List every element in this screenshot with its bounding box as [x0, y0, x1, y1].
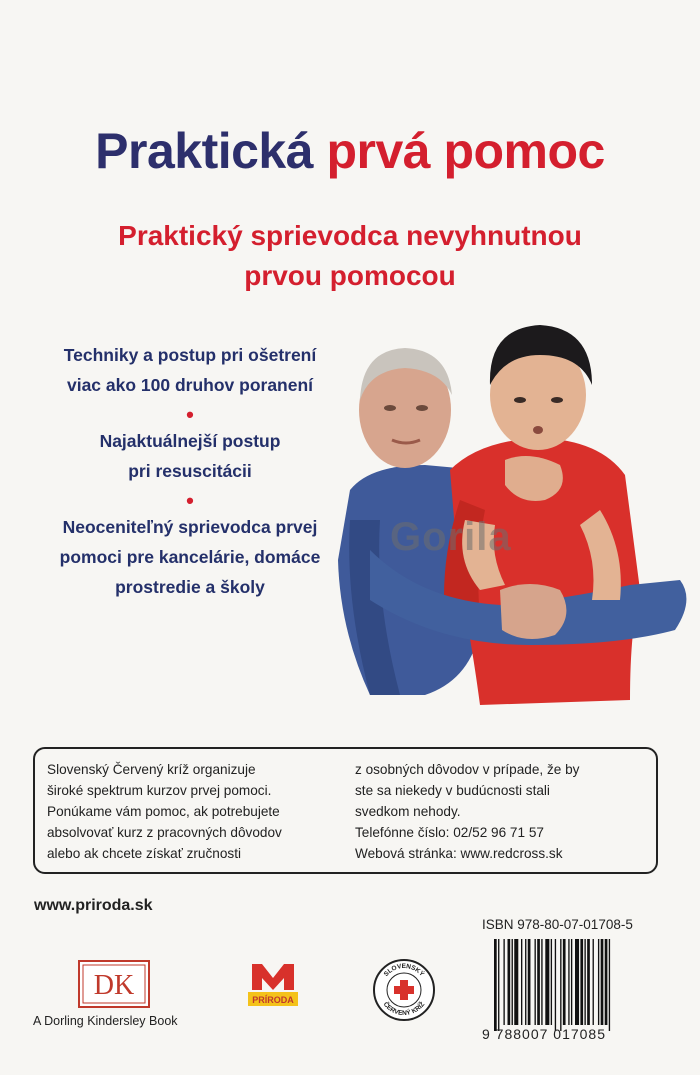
publisher-website: www.priroda.sk — [34, 897, 153, 914]
feature-list — [20, 340, 360, 602]
first-aid-photo — [330, 300, 700, 710]
svg-text:DK: DK — [93, 970, 135, 1001]
bullet-separator-icon: • — [186, 488, 194, 513]
feature-text: viac ako 100 druhov poranení — [66, 375, 314, 395]
feature-text: pomoci pre kancelárie, domáce — [59, 547, 321, 567]
subtitle-line-2: prvou pomocou — [244, 260, 456, 291]
barcode-icon — [486, 937, 666, 1037]
svg-text:ČERVENÝ KRÍŽ: ČERVENÝ KRÍŽ — [381, 1000, 427, 1018]
info-line: svedkom nehody. — [355, 804, 461, 819]
feature-text: Techniky a postup pri ošetrení — [63, 345, 317, 365]
isbn: ISBN 978-80-07-01708-5 — [482, 917, 633, 932]
info-column-left — [47, 759, 347, 864]
info-line: ste sa niekedy v budúcnosti stali — [355, 783, 550, 798]
info-line: z osobných dôvodov v prípade, že by — [355, 762, 580, 777]
phone-number: Telefónne číslo: 02/52 96 71 57 — [355, 825, 544, 840]
priroda-logo-icon — [248, 960, 298, 1008]
info-column-right — [355, 759, 655, 864]
info-line: absolvovať kurz z pracovných dôvodov — [47, 825, 282, 840]
dk-logo-icon — [78, 960, 150, 1008]
red-cross-logo-icon — [372, 958, 436, 1022]
info-line: alebo ak chcete získať zručnosti — [47, 846, 241, 861]
feature-text: Najaktuálnejší postup — [99, 431, 281, 451]
red-cross-info-box — [33, 747, 658, 874]
feature-item — [20, 426, 360, 486]
book-title — [0, 122, 700, 180]
bullet-separator-icon: • — [186, 402, 194, 427]
barcode-digits: 9 788007 017085 — [482, 1026, 606, 1042]
feature-text: pri resuscitácii — [128, 461, 252, 481]
book-subtitle — [40, 216, 660, 296]
svg-text:SLOVENSKÝ: SLOVENSKÝ — [382, 962, 426, 978]
watermark: Gorila — [390, 515, 512, 559]
title-part-2: prvá pomoc — [326, 123, 605, 179]
info-line: Slovenský Červený kríž organizuje — [47, 762, 256, 777]
info-line: Ponúkame vám pomoc, ak potrebujete — [47, 804, 280, 819]
feature-text: prostredie a školy — [115, 577, 265, 597]
feature-text: Neoceniteľný sprievodca prvej — [62, 517, 318, 537]
info-line: široké spektrum kurzov prvej pomoci. — [47, 783, 272, 798]
svg-text:PRÍRODA: PRÍRODA — [252, 995, 294, 1005]
subtitle-line-1: Praktický sprievodca nevyhnutnou — [118, 220, 582, 251]
dk-caption: A Dorling Kindersley Book — [33, 1014, 178, 1028]
title-part-1: Praktická — [95, 123, 314, 179]
redcross-website: Webová stránka: www.redcross.sk — [355, 846, 563, 861]
feature-item — [20, 512, 360, 602]
feature-item — [20, 340, 360, 400]
